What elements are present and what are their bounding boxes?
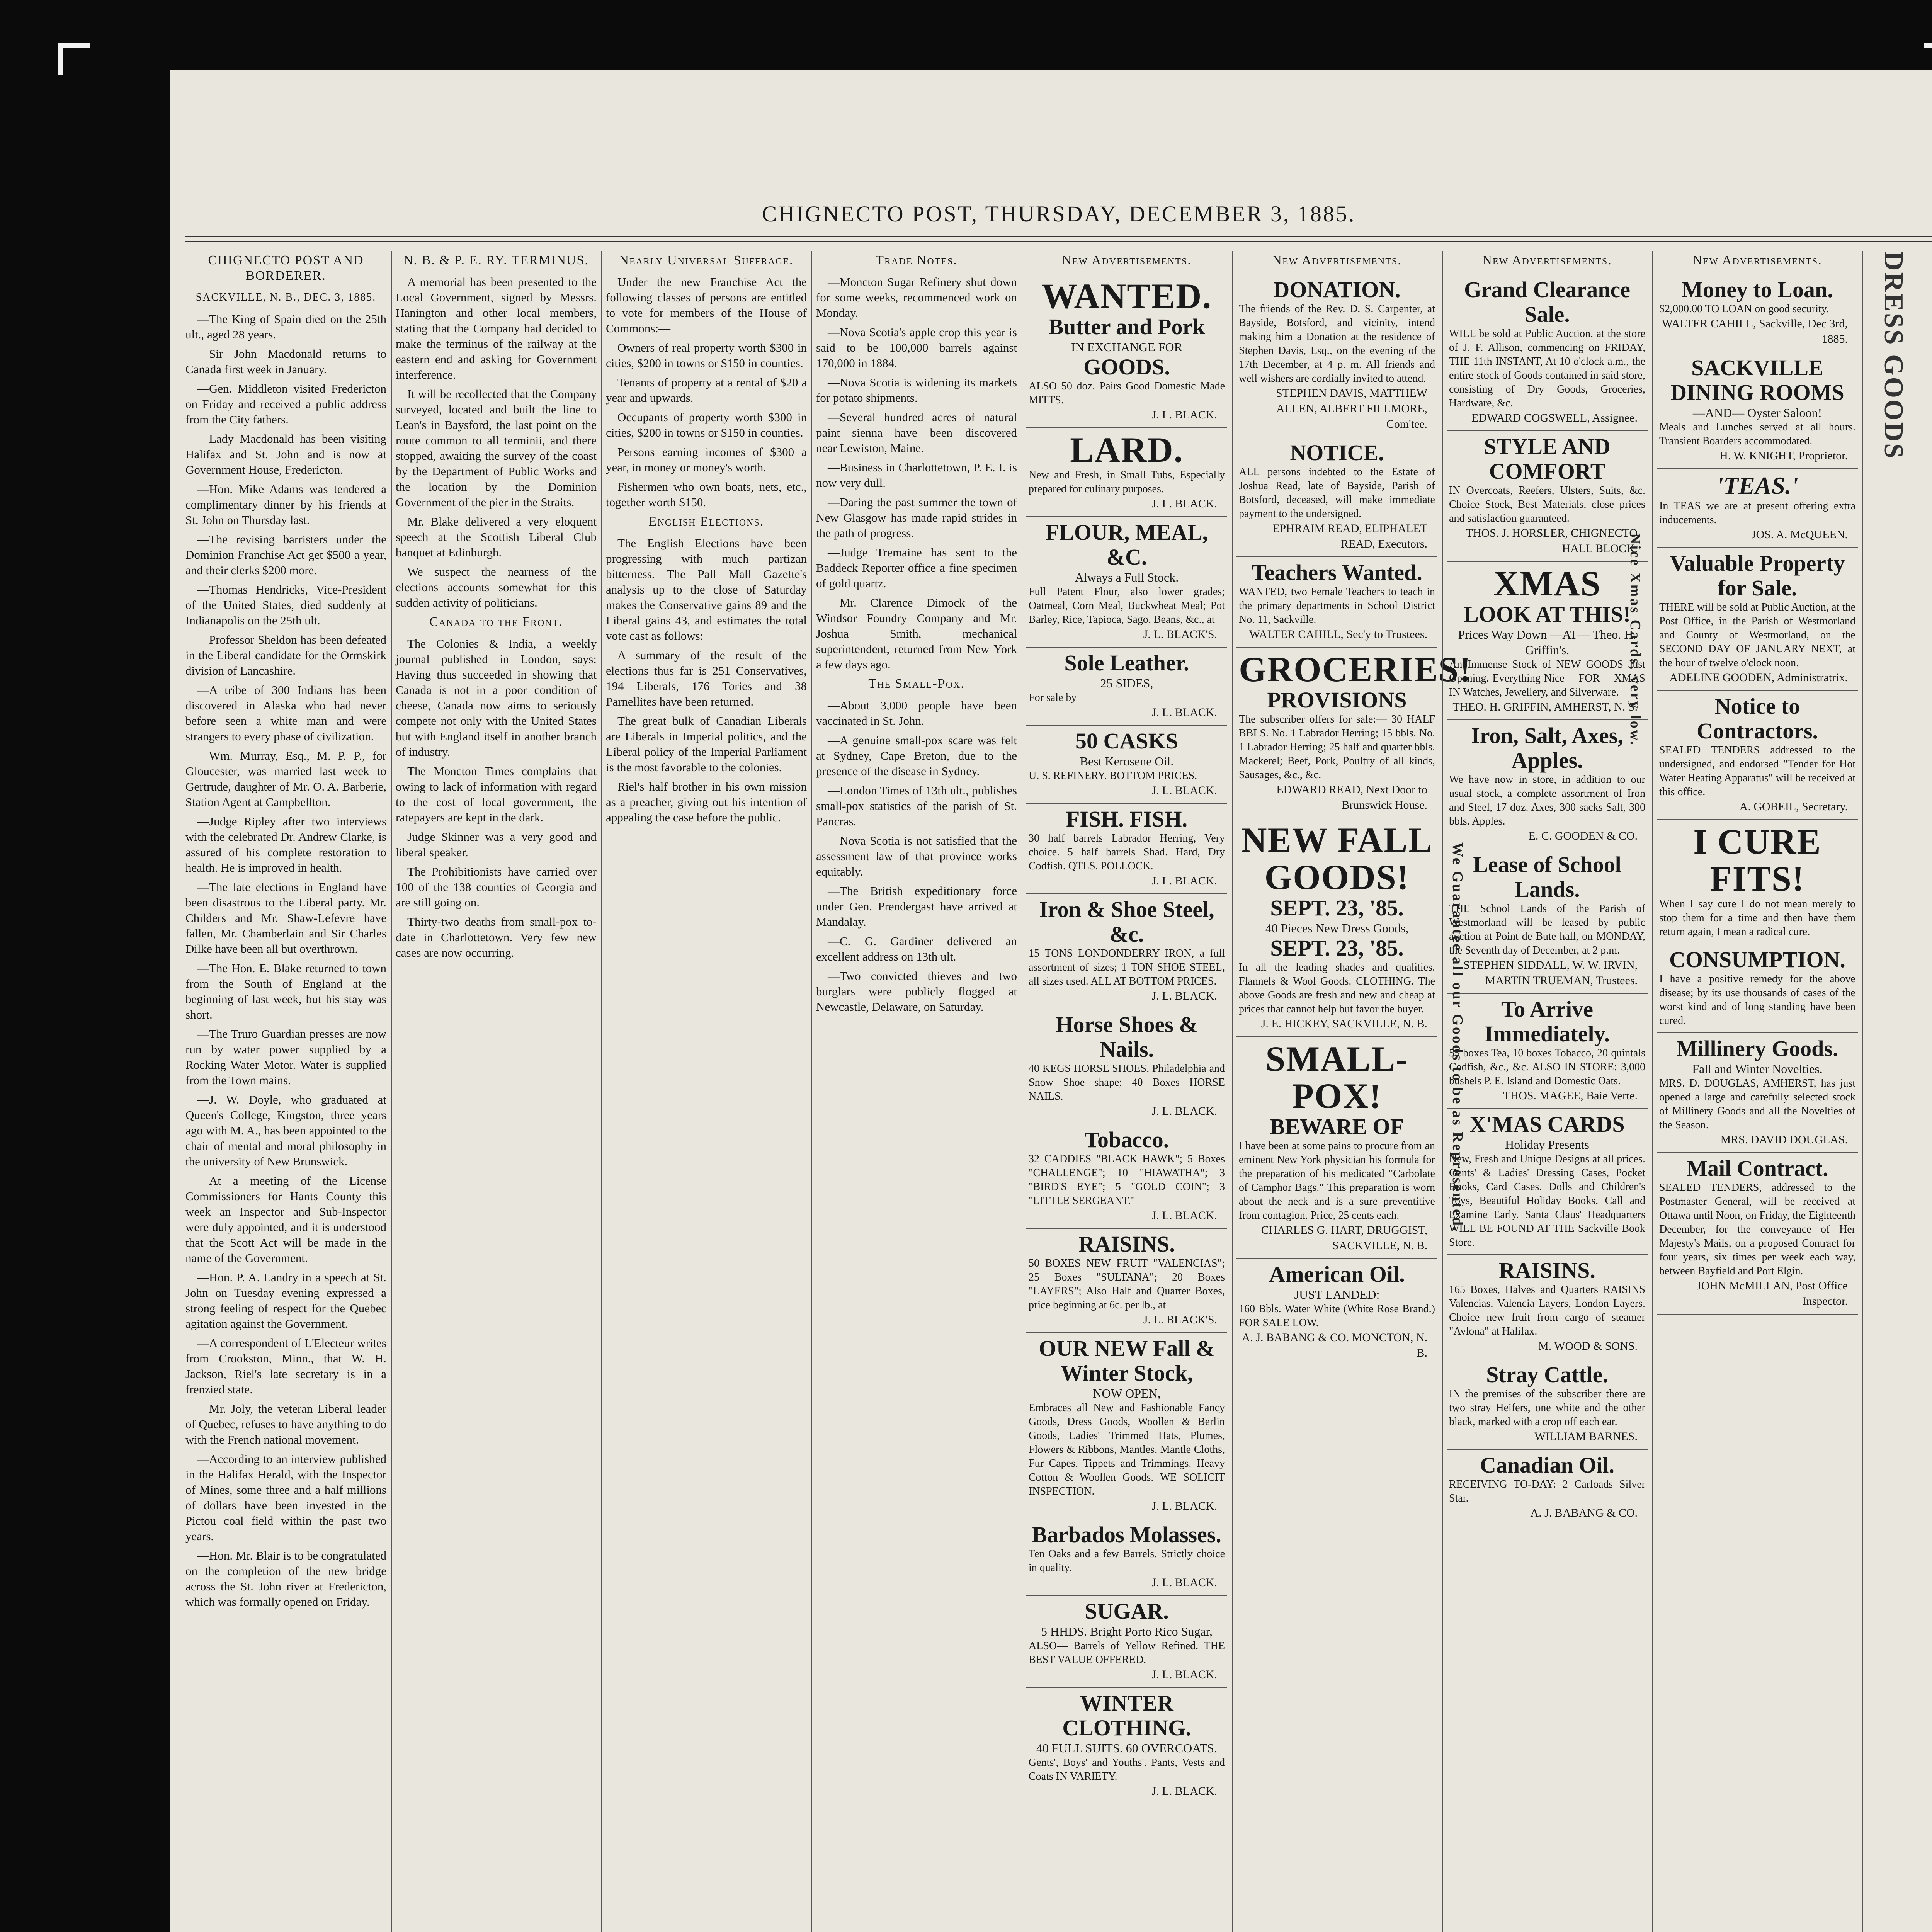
ad-body: 40 KEGS HORSE SHOES, Philadelphia and Snow Shoe shape; 40 Boxes HORSE NAILS. <box>1029 1063 1225 1102</box>
advertisement <box>1657 1033 1858 1153</box>
column-divider <box>1442 251 1443 1932</box>
news-paragraph: —According to an interview published in the Halifax Herald, with the Inspector of Mines, some three and a half millions of dollars have been invested in the Pictou coal field within the past two years. <box>185 1452 386 1543</box>
news-paragraph: —Thomas Hendricks, Vice-President of the United States, died suddenly at Indianapolis on the 25th ult. <box>185 583 386 627</box>
masthead-rule <box>185 236 1932 242</box>
advertisement <box>1657 691 1858 820</box>
ad-title: Mail Contract. <box>1686 1156 1828 1181</box>
ad-title: BEWARE OF <box>1270 1114 1404 1139</box>
news-paragraph: Mr. Blake delivered a very eloquent speech at the Scottish Liberal Club banquet at Edinburgh. <box>396 515 597 559</box>
ad-title: Millinery Goods. <box>1676 1036 1838 1061</box>
ad-title: CONSUMPTION. <box>1669 947 1845 972</box>
column-heading: CHIGNECTO POST AND BORDERER. <box>208 253 364 283</box>
ad-signature: M. WOOD & SONS. <box>1538 1340 1638 1352</box>
ad-signature: J. L. BLACK. <box>1151 1668 1217 1681</box>
ad-title: SUGAR. <box>1085 1599 1169 1624</box>
ad-signature: J. L. BLACK. <box>1151 1209 1217 1222</box>
ad-title: Horse Shoes & Nails. <box>1056 1012 1198 1062</box>
newspaper-page <box>170 70 1932 1932</box>
news-paragraph: Persons earning incomes of $300 a year, in money or money's worth. <box>606 445 807 474</box>
advertisement <box>1447 274 1648 431</box>
ad-body: SEALED TENDERS addressed to the undersigned, and endorsed "Tender for Hot Water Heating Apparatus" will be received at this office. <box>1659 744 1855 798</box>
article-body <box>396 636 597 961</box>
ad-title: LOOK AT THIS! <box>1464 602 1631 627</box>
ad-title: SACKVILLE DINING ROOMS <box>1670 355 1844 405</box>
ad-signature: STEPHEN SIDDALL, W. W. IRVIN, MARTIN TRUEMAN, Trustees. <box>1463 959 1638 987</box>
ad-signature: J. L. BLACK. <box>1151 1105 1217 1117</box>
ad-headline: SMALL-POX! <box>1265 1039 1408 1116</box>
ad-body: $2,000.00 TO LOAN on good security. <box>1659 303 1829 315</box>
ad-title: Tobacco. <box>1084 1127 1169 1152</box>
ad-title: RAISINS. <box>1078 1231 1175 1257</box>
column-ads-loans <box>1657 251 1858 1932</box>
advertisement <box>1026 428 1227 517</box>
ad-body: In all the leading shades and qualities. Flannels & Wool Goods. CLOTHING. The above Goods are fresh and new and cheap at prices that cannot help but favor the buyer. <box>1239 961 1435 1015</box>
ad-subtitle: JUST LANDED: <box>1294 1287 1380 1301</box>
advertisement <box>1026 894 1227 1009</box>
ad-title: Iron & Shoe Steel, &c. <box>1039 897 1214 947</box>
news-paragraph: —Hon. P. A. Landry in a speech at St. John on Tuesday evening expressed a strong feeling of respect for the Quebec agitation against the Government. <box>185 1270 386 1330</box>
news-paragraph: Riel's half brother in his own mission as a preacher, giving out his intention of appealing the case before the public. <box>606 780 807 824</box>
news-paragraph: —Judge Ripley after two interviews with the celebrated Dr. Andrew Clarke, is assured of his complete restoration to health. He is improved in health. <box>185 815 386 874</box>
ad-body: New, Fresh and Unique Designs at all prices. Gents' & Ladies' Dressing Cases, Pocket Books, Card Cases. Dolls and Children's Toys, Beautiful Holiday Books. Call and Examine Early. Santa Claus' Headquarters WILL BE FOUND AT THE Sackville Book Store. <box>1449 1153 1645 1248</box>
advertisement <box>1657 274 1858 352</box>
column-divider <box>391 251 392 1932</box>
news-paragraph: —Hon. Mr. Blair is to be congratulated on the completion of the new bridge across the St. John river at Fredericton, which was formally opened on Friday. <box>185 1549 386 1609</box>
ad-title: NOTICE. <box>1290 440 1384 465</box>
advertisement <box>1026 1009 1227 1124</box>
advertisement <box>1026 517 1227 648</box>
ad-body: 32 CADDIES "BLACK HAWK"; 5 Boxes "CHALLENGE"; 10 "HIAWATHA"; 3 "BIRD'S EYE"; 5 "GOLD COIN"; 3 "LITTLE SERGEANT." <box>1029 1153 1225 1207</box>
ad-subtitle: Prices Way Down —AT— Theo. H. Griffin's. <box>1458 628 1636 657</box>
advertisement <box>1447 1109 1648 1255</box>
news-paragraph: Thirty-two deaths from small-pox to-date in Charlottetown. Very few new cases are now occurring. <box>396 915 597 959</box>
ad-title: FISH. FISH. <box>1066 806 1188 832</box>
advertisement <box>1236 818 1437 1037</box>
ad-title: X'MAS CARDS <box>1469 1112 1625 1137</box>
ad-title: DONATION. <box>1273 277 1401 302</box>
ad-headline: WANTED. <box>1041 276 1212 316</box>
news-paragraph: —Sir John Macdonald returns to Canada first week in January. <box>185 347 386 376</box>
ad-body: The subscriber offers for sale:— 30 HALF BBLS. No. 1 Labrador Herring; 15 bbls. No. 1 Labrador Herring; 25 half and quarter bbls. Mackerel; Beef, Pork, Poultry of all kinds, Sausages, &c., &c. <box>1239 713 1435 781</box>
column-heading: New Advertisements. <box>1482 253 1612 267</box>
ad-signature: J. L. BLACK. <box>1151 1500 1217 1512</box>
article-heading: The Small-Pox. <box>868 677 965 691</box>
ad-subtitle: Holiday Presents <box>1505 1138 1589 1151</box>
advertisement <box>1447 994 1648 1109</box>
ad-signature: WILLIAM BARNES. <box>1534 1430 1638 1443</box>
ad-body: ALSO 50 doz. Pairs Good Domestic Made MITTS. <box>1029 380 1225 406</box>
ad-signature: THOS. J. HORSLER, CHIGNECTO HALL BLOCK. <box>1466 527 1638 555</box>
article-heading: Canada to the Front. <box>429 615 563 629</box>
ad-body: I have a positive remedy for the above disease; by its use thousands of cases of the worst kind and of long standing have been cured. <box>1659 973 1855 1027</box>
column-divider <box>811 251 812 1932</box>
masthead: CHIGNECTO POST, THURSDAY, DECEMBER 3, 1885. <box>762 201 1356 226</box>
news-paragraph: —Nova Scotia is not satisfied that the assessment law of that province works equitably. <box>816 834 1017 878</box>
advertisement <box>1236 274 1437 437</box>
ad-title: Iron, Salt, Axes, Apples. <box>1471 723 1623 773</box>
ad-signature: STEPHEN DAVIS, MATTHEW ALLEN, ALBERT FILLMORE, Com'tee. <box>1276 387 1427 430</box>
ad-subtitle: Always a Full Stock. <box>1075 570 1179 584</box>
ad-body: IN the premises of the subscriber there are two stray Heifers, one white and the other black, marked with a crop off each ear. <box>1449 1388 1645 1428</box>
ad-signature: JOHN McMILLAN, Post Office Inspector. <box>1696 1279 1848 1308</box>
ad-signature: THEO. H. GRIFFIN, AMHERST, N. S. <box>1452 701 1638 713</box>
ad-body: 30 half barrels Labrador Herring, Very choice. 5 half barrels Shad. Hard, Dry Codfish. QTLS. POLLOCK. <box>1029 832 1225 872</box>
news-paragraph: The Colonies & India, a weekly journal published in London, says: Having thus succeeded in showing that Canada is not in a poor condition of cheese, Canada now aims to seriously compete not only with the United States but with England itself in another branch of industry. <box>396 637 597 759</box>
column-heading: New Advertisements. <box>1062 253 1192 267</box>
news-paragraph: We suspect the nearness of the elections accounts somewhat for this sudden activity of politicians. <box>396 565 597 609</box>
ad-signature: EDWARD COGSWELL, Assignee. <box>1471 412 1638 424</box>
ad-signature: J. L. BLACK. <box>1151 1785 1217 1798</box>
news-paragraph: Owners of real property worth $300 in cities, $200 in towns or $150 in counties. <box>606 341 807 370</box>
news-paragraph: Fishermen who own boats, nets, etc., together worth $150. <box>606 480 807 509</box>
ad-signature: J. L. BLACK'S. <box>1143 1313 1217 1326</box>
news-paragraph: —C. G. Gardiner delivered an excellent address on 13th ult. <box>816 934 1017 963</box>
column-divider <box>1862 251 1863 1932</box>
advertisement <box>1236 437 1437 557</box>
news-paragraph: A summary of the result of the elections thus far is 251 Conservatives, 194 Liberals, 176 Tories and 38 Parnellites have been returned. <box>606 648 807 708</box>
ad-signature: J. L. BLACK. <box>1151 990 1217 1002</box>
news-paragraph: Tenants of property at a rental of $20 a year and upwards. <box>606 376 807 405</box>
news-paragraph: —The Hon. E. Blake returned to town from the South of England at the beginning of last week, but his stay was short. <box>185 961 386 1021</box>
column-railway <box>396 251 597 1932</box>
ad-subtitle: IN EXCHANGE FOR <box>1071 340 1182 354</box>
ad-body: Full Patent Flour, also lower grades; Oatmeal, Corn Meal, Buckwheat Meal; Pot Barley, Rice, Tapioca, Sago, Beans, &c., at <box>1029 586 1225 626</box>
ad-signature: E. C. GOODEN & CO. <box>1528 830 1638 842</box>
news-paragraph: —Nova Scotia is widening its markets for potato shipments. <box>816 376 1017 405</box>
ad-headline: NEW FALL GOODS! <box>1241 820 1433 897</box>
advertisement <box>1026 1519 1227 1596</box>
ad-body: SEALED TENDERS, addressed to the Postmaster General, will be received at Ottawa until Noon, on Friday, the Eighteenth December, for the conveyance of Her Majesty's Mails, on a proposed Contract for four years, six times per week each way, between Bayfield and Port Elgin. <box>1659 1182 1855 1277</box>
ad-body: U. S. REFINERY. BOTTOM PRICES. <box>1029 770 1197 782</box>
ad-title: 50 CASKS <box>1075 728 1178 753</box>
ad-body: The friends of the Rev. D. S. Carpenter, at Bayside, Botsford, and vicinity, intend making him a Donation at the residence of Stephen Davis, Esq., on the evening of the 17th December, at 4 p. m. All friends and well wishers are cordially invited to attend. <box>1239 303 1435 384</box>
ad-headline: GROCERIES! <box>1239 650 1472 689</box>
ad-title: FLOUR, MEAL, &C. <box>1045 520 1208 570</box>
advertisement <box>1026 648 1227 726</box>
ad-title: Notice to Contractors. <box>1696 694 1818 743</box>
ad-headline: XMAS <box>1493 564 1601 603</box>
news-paragraph: —A correspondent of L'Electeur writes from Crookston, Minn., that W. H. Jackson, Riel's late secretary is in a frenzied state. <box>185 1336 386 1396</box>
advertisement <box>1026 1596 1227 1688</box>
ad-title: RAISINS. <box>1499 1258 1595 1283</box>
column-trade-notes <box>816 251 1017 1932</box>
advertisement <box>1026 804 1227 894</box>
column-editorial <box>185 251 386 1932</box>
news-paragraph: The Prohibitionists have carried over 100 of the 138 counties of Georgia and are still going on. <box>396 865 597 909</box>
advertisement <box>1026 274 1227 428</box>
ad-signature: EPHRAIM READ, ELIPHALET READ, Executors. <box>1272 522 1427 550</box>
news-paragraph: —The British expeditionary force under Gen. Prendergast have arrived at Mandalay. <box>816 884 1017 929</box>
ad-signature: J. L. BLACK. <box>1151 408 1217 421</box>
advertisement <box>1447 431 1648 562</box>
ad-subtitle: 5 HHDS. Bright Porto Rico Sugar, <box>1041 1624 1213 1638</box>
news-paragraph: —Gen. Middleton visited Fredericton on Friday and received a public address from the City fathers. <box>185 382 386 426</box>
ad-body: When I say cure I do not mean merely to stop them for a time and then have them return again, I mean a radical cure. <box>1659 898 1855 938</box>
news-paragraph: —Wm. Murray, Esq., M. P. P., for Gloucester, was married last week to Gertrude, daughter of Mr. O. A. Barberie, Station Agent at Campbellton. <box>185 749 386 809</box>
news-paragraph: The Moncton Times complains that owing to lack of information with regard to the cost of local government, the ratepayers are kept in the dark. <box>396 764 597 824</box>
ad-title: PROVISIONS <box>1267 687 1407 713</box>
news-paragraph: —At a meeting of the License Commissioners for Hants County this week an Inspector and Sub-Inspector were duly appointed, and it is understood that the Scott Act will be made in the name of the Government. <box>185 1174 386 1265</box>
ad-body: Ten Oaks and a few Barrels. Strictly choice in quality. <box>1029 1548 1225 1574</box>
ad-body: THERE will be sold at Public Auction, at the Post Office, in the Parish of Westmorland and County of Westmorland, on the SECOND DAY OF JANUARY NEXT, at the hour of twelve o'clock noon. <box>1659 601 1855 669</box>
ad-signature: J. L. BLACK. <box>1151 784 1217 797</box>
ad-title: SEPT. 23, '85. <box>1270 895 1404 920</box>
ad-title-secondary: GOODS. <box>1083 354 1170 379</box>
advertisement <box>1026 1124 1227 1229</box>
column-ads-black <box>1026 251 1227 1932</box>
ad-signature: WALTER CAHILL, Sackville, Dec 3rd, 1885. <box>1662 317 1848 345</box>
ad-signature: A. GOBEIL, Secretary. <box>1739 800 1848 813</box>
article-body <box>606 274 807 510</box>
ad-body: We have now in store, in addition to our usual stock, a complete assortment of Iron and Steel, 17 doz. Axes, 300 sacks Salt, 300 bbls. Apples. <box>1449 774 1645 827</box>
advertisement <box>1657 548 1858 691</box>
news-paragraph: —Lady Macdonald has been visiting Halifax and St. John and is now at Government House, Fredericton. <box>185 432 386 476</box>
ad-signature: WALTER CAHILL, Sec'y to Trustees. <box>1249 628 1427 641</box>
news-paragraph: A memorial has been presented to the Local Government, signed by Messrs. Hanington and other local members, stating that the Company had decided to make the terminus of the railway at the eastern end and asking for Government interference. <box>396 275 597 381</box>
news-paragraph: —Mr. Joly, the veteran Liberal leader of Quebec, refuses to have anything to do with the French national movement. <box>185 1402 386 1446</box>
ad-subtitle: —AND— Oyster Saloon! <box>1692 406 1822 420</box>
dateline: SACKVILLE, N. B., DEC. 3, 1885. <box>196 291 376 303</box>
column-divider <box>1652 251 1653 1932</box>
article-heading: English Elections. <box>648 514 764 529</box>
ad-body: New and Fresh, in Small Tubs, Especially prepared for culinary purposes. <box>1029 469 1225 495</box>
ad-signature: J. L. BLACK'S. <box>1143 628 1217 641</box>
ad-signature: H. W. KNIGHT, Proprietor. <box>1719 449 1848 462</box>
ad-subtitle: Fall and Winter Novelties. <box>1692 1062 1823 1076</box>
advertisement <box>1657 820 1858 944</box>
ad-body: ALSO— Barrels of Yellow Refined. THE BEST VALUE OFFERED. <box>1029 1640 1225 1666</box>
ad-title: Sole Leather. <box>1064 650 1189 675</box>
column-heading: New Advertisements. <box>1272 253 1402 267</box>
advertisement <box>1447 1450 1648 1526</box>
news-paragraph: —Several hundred acres of natural paint—sienna—have been discovered near Lewiston, Maine. <box>816 410 1017 455</box>
column-divider <box>1232 251 1233 1932</box>
ad-signature: J. L. BLACK. <box>1151 1576 1217 1589</box>
ad-title: Butter and Pork <box>1048 314 1205 339</box>
ad-body: In TEAS we are at present offering extra inducements. <box>1659 500 1855 526</box>
ad-body: RECEIVING TO-DAY: 2 Carloads Silver Star. <box>1449 1478 1645 1504</box>
ad-body: Meals and Lunches served at all hours. Transient Boarders accommodated. <box>1659 421 1855 447</box>
news-paragraph: —Professor Sheldon has been defeated in the Liberal candidate for the Ormskirk division of Lancashire. <box>185 633 386 677</box>
news-paragraph: —Moncton Sugar Refinery shut down for some weeks, recommenced work on Monday. <box>816 275 1017 320</box>
ad-list <box>1657 274 1858 1315</box>
news-paragraph: —London Times of 13th ult., publishes small-pox statistics of the parish of St. Pancras. <box>816 784 1017 828</box>
news-paragraph: —Nova Scotia's apple crop this year is said to be 100,000 barrels against 170,000 in 1884. <box>816 325 1017 370</box>
advertisement <box>1447 1359 1648 1450</box>
ad-title: Lease of School Lands. <box>1473 852 1621 902</box>
ad-body: MRS. D. DOUGLAS, AMHERST, has just opened a large and carefully selected stock of Millinery Goods and all the Novelties of the Season. <box>1659 1077 1855 1131</box>
article-body <box>816 698 1017 1015</box>
ad-subtitle: 40 FULL SUITS. 60 OVERCOATS. <box>1036 1741 1218 1755</box>
advertisement <box>1657 1153 1858 1315</box>
news-paragraph: —Judge Tremaine has sent to the Baddeck Reporter office a fine specimen of gold quartz. <box>816 546 1017 590</box>
advertisement <box>1236 1259 1437 1366</box>
ad-signature: A. J. BABANG & CO. MONCTON, N. B. <box>1242 1331 1427 1359</box>
ad-title: WINTER CLOTHING. <box>1062 1690 1191 1740</box>
advertisement <box>1657 352 1858 469</box>
ad-body: Embraces all New and Fashionable Fancy Goods, Dress Goods, Woollen & Berlin Goods, Ladies' Trimmed Hats, Plumes, Flowers & Ribbons, Mantles, Mantle Cloths, Fur Capes, Tippets and Trimmings. Heavy Cotton & Woollen Goods. WE SOLICIT INSPECTION. <box>1029 1402 1225 1497</box>
ad-subtitle: Best Kerosene Oil. <box>1080 754 1174 768</box>
ad-body: 50 BOXES NEW FRUIT "VALENCIAS"; 25 Boxes "SULTANA"; 20 Boxes "LAYERS"; Also Half and Quarter Boxes, price beginning at 6c. per lb., at <box>1029 1257 1225 1311</box>
ad-subtitle: NOW OPEN, <box>1093 1386 1161 1400</box>
advertisement <box>1447 1255 1648 1359</box>
news-paragraph: —Two convicted thieves and two burglars were publicly flogged at Newcastle, Delaware, on Saturday. <box>816 969 1017 1014</box>
ad-list <box>1447 274 1648 1526</box>
ad-title: STYLE AND COMFORT <box>1484 434 1611 484</box>
ad-signature: THOS. MAGEE, Baie Verte. <box>1503 1089 1638 1102</box>
news-paragraph: —Hon. Mike Adams was tendered a complimentary dinner by his friends at St. John on Thursday last. <box>185 482 386 527</box>
ad-body: WILL be sold at Public Auction, at the store of J. F. Allison, commencing on FRIDAY, THE 11th INSTANT, At 10 o'clock a.m., the entire stock of Goods contained in said store, consisting of Dry Goods, Groceries, Hardware, &c. <box>1449 328 1645 409</box>
news-paragraph: —The late elections in England have been disastrous to the Liberal party. Mr. Childers and Mr. Shaw-Lefevre have fallen, Mr. Chamberlain and Sir Charles Dilke have been all but overthrown. <box>185 880 386 956</box>
advertisement <box>1447 720 1648 849</box>
news-items <box>185 311 386 1610</box>
article-body <box>606 536 807 825</box>
vertical-guarantee-text: We Guarantee all our Goods to be as Represented. <box>1449 842 1466 1232</box>
news-paragraph: Judge Skinner was a very good and liberal speaker. <box>396 830 597 859</box>
ad-signature: CHARLES G. HART, DRUGGIST, SACKVILLE, N. B. <box>1261 1224 1427 1252</box>
news-paragraph: It will be recollected that the Company surveyed, located and built the line to Lean's in Baysford, the last point on the route common to all terminii, and there stopped, awaiting the survey of the coast by the Department of Public Works and the location by the Dominion Government of the pier in the Straits. <box>396 387 597 509</box>
advertisement <box>1026 1333 1227 1519</box>
ad-title: Barbados Molasses. <box>1032 1522 1221 1547</box>
ad-body: 15 TONS LONDONDERRY IRON, a full assortment of sizes; 1 TON SHOE STEEL, all sizes used. ALL AT BOTTOM PRICES. <box>1029 947 1225 987</box>
ad-signature: J. E. HICKEY, SACKVILLE, N. B. <box>1261 1017 1427 1030</box>
news-paragraph: —The revising barristers under the Dominion Franchise Act get $500 a year, and their clerks $200 more. <box>185 532 386 577</box>
ad-signature: ADELINE GOODEN, Administratrix. <box>1669 671 1848 684</box>
column-ads-auction <box>1447 251 1648 1932</box>
ad-title: American Oil. <box>1269 1262 1405 1287</box>
news-paragraph: The great bulk of Canadian Liberals are Liberals in Imperial politics, and the Liberal policy of the Imperial Parliament is the most favorable to the colonies. <box>606 714 807 774</box>
column-heading: Nearly Universal Suffrage. <box>619 253 794 267</box>
ad-signature: EDWARD READ, Next Door to Brunswick House. <box>1276 783 1427 811</box>
news-paragraph: —A genuine small-pox scare was felt at Sydney, Cape Breton, due to the presence of the disease in Sydney. <box>816 733 1017 778</box>
ad-subtitle: 40 Pieces New Dress Goods, <box>1265 921 1409 935</box>
ad-body: IN Overcoats, Reefers, Ulsters, Suits, &c. Choice Stock, Best Materials, close prices and satisfaction guaranteed. <box>1449 485 1645 524</box>
ad-body: I have been at some pains to procure from an eminent New York physician his formula for the preparation of his medicated "Carbolate of Camphor Bags." This preparation is worn about the neck and is a sure preventitive from contagion. Price, 25 cents each. <box>1239 1140 1435 1221</box>
advertisement <box>1236 648 1472 818</box>
ad-body: ALL persons indebted to the Estate of Joshua Read, late of Bayside, Parish of Botsford, deceased, will make immediate payment to the undersigned. <box>1239 466 1435 520</box>
ad-body: Gents', Boys' and Youths'. Pants, Vests and Coats IN VARIETY. <box>1029 1757 1225 1782</box>
news-paragraph: —About 3,000 people have been vaccinated in St. John. <box>816 699 1017 728</box>
column-divider <box>601 251 602 1932</box>
ad-body: An Immense Stock of NEW GOODS Just Opening. Everything Nice —FOR— XMAS IN Watches, Jewellery, and Silverware. <box>1449 658 1645 698</box>
ad-headline: I CURE FITS! <box>1693 822 1821 898</box>
ad-title: Canadian Oil. <box>1480 1452 1615 1478</box>
ad-body: 55 boxes Tea, 10 boxes Tobacco, 20 quintals Codfish, &c., &c. ALSO IN STORE: 3,000 bushels P. E. Island and Domestic Oats. <box>1449 1047 1645 1087</box>
ad-signature: J. L. BLACK. <box>1151 874 1217 887</box>
column-heading: New Advertisements. <box>1692 253 1822 267</box>
ad-body: 165 Boxes, Halves and Quarters RAISINS Valencias, Valencia Layers, London Layers. Choice new fruit from cargo of steamer "Avlona" at Halifax. <box>1449 1284 1645 1337</box>
ad-subtitle: 25 SIDES, <box>1100 676 1153 690</box>
advertisement <box>1026 1688 1227 1804</box>
news-paragraph: —Business in Charlottetown, P. E. I. is now very dull. <box>816 461 1017 490</box>
news-paragraph: —J. W. Doyle, who graduated at Queen's College, Kingston, three years ago with M. A., has been appointed to the chair of mental and moral philosophy in the university of New Brunswick. <box>185 1093 386 1168</box>
ad-signature: J. L. BLACK. <box>1151 497 1217 510</box>
advertisement <box>1447 562 1648 720</box>
ad-signature: A. J. BABANG & CO. <box>1530 1507 1638 1519</box>
column-heading: Trade Notes. <box>876 253 957 267</box>
ad-body: THE School Lands of the Parish of Westmorland will be leased by public auction at Point de Bute hall, on MONDAY, the Seventh day of December, at 2 p.m. <box>1449 903 1645 956</box>
news-paragraph: —The Truro Guardian presses are now run by water power supplied by a Rocking Water Motor. Water is supplied from the Town mains. <box>185 1027 386 1087</box>
ad-signature: JOS. A. McQUEEN. <box>1751 528 1848 541</box>
ad-body: 160 Bbls. Water White (White Rose Brand.) FOR SALE LOW. <box>1239 1303 1435 1329</box>
news-paragraph: —Mr. Clarence Dimock of the Windsor Foundry Company and Mr. Joshua Smith, mechanical superintendent, returned from New York a few days ago. <box>816 596 1017 671</box>
news-paragraph: —The King of Spain died on the 25th ult., aged 28 years. <box>185 312 386 341</box>
news-paragraph: —A tribe of 300 Indians has been discovered in Alaska who had never before seen a white man and were strangers to every phase of civilization. <box>185 683 386 743</box>
ad-title-secondary: SEPT. 23, '85. <box>1270 935 1404 961</box>
advertisement <box>1236 557 1437 648</box>
vertical-xmas-cards-text: Nice Xmas Cards, very low. <box>1627 533 1643 747</box>
ad-italic-title: 'TEAS.' <box>1716 472 1798 499</box>
ad-title: OUR NEW Fall & Winter Stock, <box>1039 1336 1215 1386</box>
news-paragraph: The English Elections have been progressing with much partizan bitterness. The Pall Mall Gazette's analysis up to the close of Saturday makes the Conservative gains 89 and the Liberal gains 43, and estimates the total vote cast as follows: <box>606 536 807 643</box>
advertisement <box>1657 469 1858 548</box>
news-paragraph: Occupants of property worth $300 in cities, $200 in towns or $150 in counties. <box>606 410 807 439</box>
advertisement <box>1657 944 1858 1033</box>
ad-title: Stray Cattle. <box>1486 1362 1608 1387</box>
ad-list <box>1026 274 1227 1804</box>
ad-title: Money to Loan. <box>1682 277 1833 302</box>
ad-title: Grand Clearance Sale. <box>1464 277 1631 327</box>
ad-title: Valuable Property for Sale. <box>1670 551 1845 600</box>
ad-body: For sale by <box>1029 692 1077 704</box>
ad-title: Teachers Wanted. <box>1252 560 1422 585</box>
advertisement <box>1447 849 1648 994</box>
advertisement <box>1026 1229 1227 1333</box>
column-heading: N. B. & P. E. RY. TERMINUS. <box>403 253 589 267</box>
advertisement <box>1236 1037 1437 1259</box>
ad-body: WANTED, two Female Teachers to teach in the primary departments in School District No. 11, Sackville. <box>1239 586 1435 626</box>
ad-title: To Arrive Immediately. <box>1485 997 1610 1046</box>
article-body <box>816 274 1017 672</box>
crop-mark-top-left <box>58 43 90 75</box>
ad-headline: LARD. <box>1070 430 1184 469</box>
news-paragraph: Under the new Franchise Act the following classes of persons are entitled to vote for members of the House of Commons:— <box>606 275 807 335</box>
article-body <box>396 274 597 611</box>
ad-signature: J. L. BLACK. <box>1151 706 1217 719</box>
ad-signature: MRS. DAVID DOUGLAS. <box>1720 1133 1848 1146</box>
column-suffrage <box>606 251 807 1932</box>
news-paragraph: —Daring the past summer the town of New Glasgow has made rapid strides in the path of progress. <box>816 495 1017 540</box>
advertisement <box>1026 726 1227 804</box>
adjacent-page-edge-text: DRESS GOODS <box>1879 251 1908 460</box>
